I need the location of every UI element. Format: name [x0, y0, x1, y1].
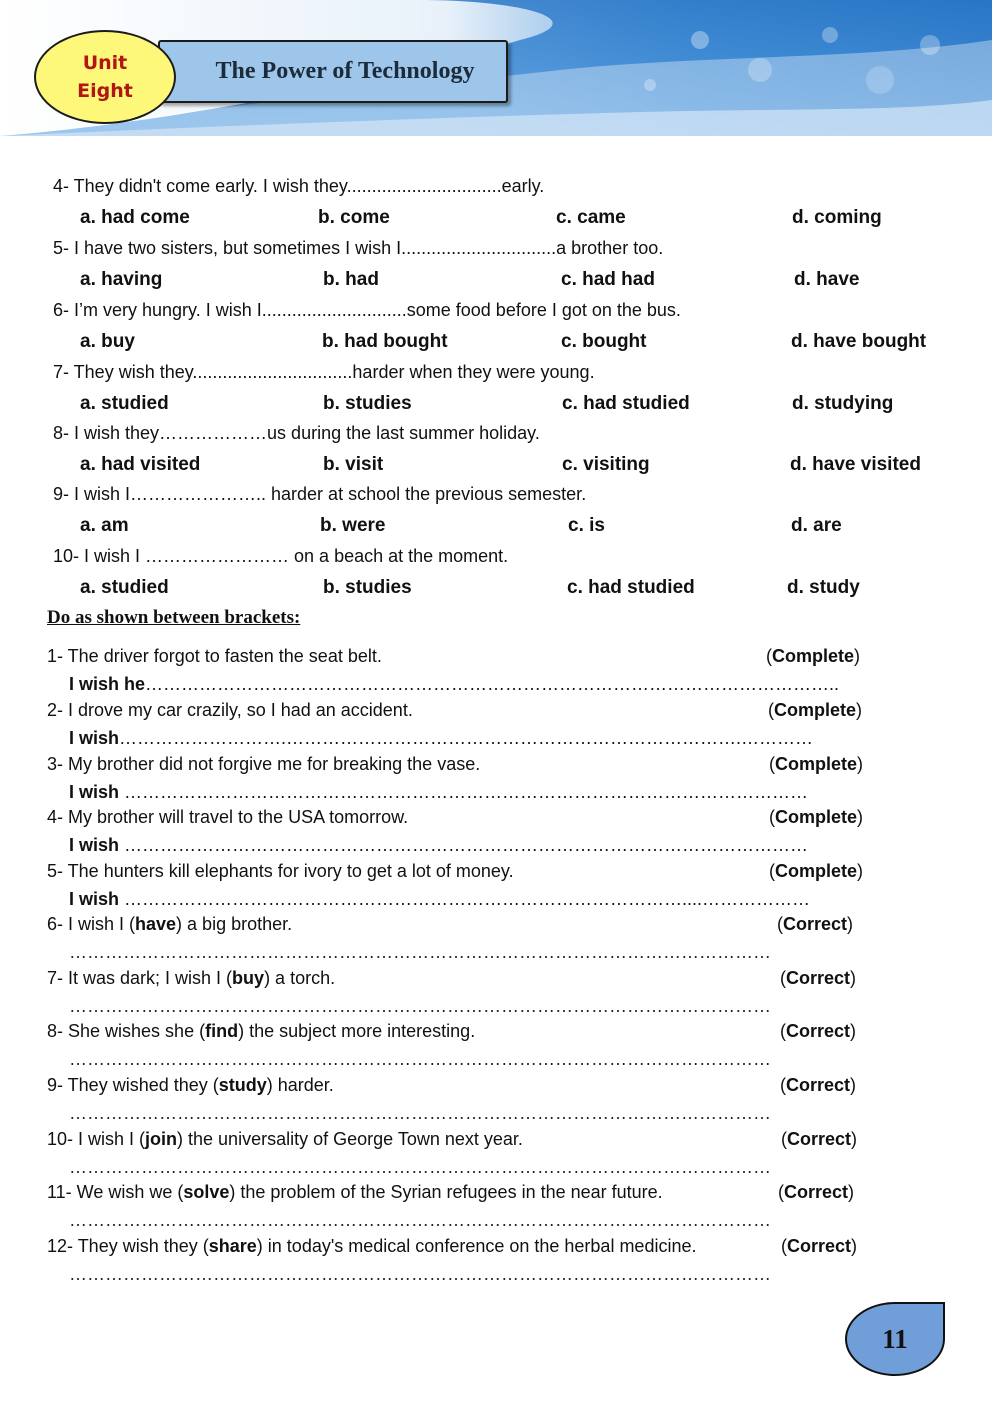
- exercise-sentence: [47, 807, 408, 828]
- instruction-tag: (Complete): [769, 861, 864, 881]
- exercise-sentence: [47, 1075, 334, 1096]
- verb-word: find: [205, 1021, 239, 1041]
- instruction-word: Complete: [772, 646, 855, 666]
- mcq-option: c. had had: [561, 269, 655, 290]
- unit-title-box: [158, 40, 508, 103]
- mcq-option: a. buy: [80, 331, 135, 352]
- answer-line[interactable]: ………………………………………………………………………………………………………: [69, 1264, 771, 1284]
- mcq-option: c. had studied: [567, 577, 695, 598]
- mcq-option: d. are: [791, 515, 842, 536]
- page-number: 11: [845, 1302, 945, 1376]
- answer-dots: ……………………………………………………………………………………………………..: [145, 674, 840, 694]
- answer-line[interactable]: ………………………………………………………………………………………………………: [69, 1049, 771, 1069]
- mcq-option: d. have visited: [790, 454, 921, 475]
- instruction-tag: (Correct): [778, 1182, 855, 1202]
- mcq-question: 4- They didn't come early. I wish they...............................early.: [53, 176, 545, 196]
- mcq-option: a. had visited: [80, 454, 201, 475]
- mcq-option: c. had studied: [562, 393, 690, 414]
- mcq-option: a. am: [80, 515, 129, 536]
- instruction-word: Correct: [784, 1182, 849, 1202]
- verb-word: join: [145, 1129, 178, 1149]
- instruction-word: Correct: [786, 1075, 851, 1095]
- verb-word: share: [208, 1236, 257, 1256]
- exercise-text: ) the subject more interesting.: [238, 1021, 476, 1041]
- exercise-text: ) the universality of George Town next year.: [177, 1129, 523, 1149]
- exercise-text: 9- They wished they (: [47, 1075, 219, 1095]
- mcq-option: d. have bought: [791, 331, 927, 352]
- exercise-sentence: [47, 646, 382, 667]
- section-heading: Do as shown between brackets:: [47, 607, 301, 628]
- answer-line[interactable]: ………………………………………………………………………………………………………: [69, 1157, 771, 1177]
- mcq-option: c. is: [568, 515, 605, 536]
- instruction-tag: (Correct): [781, 1236, 858, 1256]
- exercise-text: 6- I wish I (: [47, 914, 136, 934]
- mcq-question: 9- I wish I………………….. harder at school the previous semester.: [53, 484, 587, 504]
- mcq-option: d. coming: [792, 207, 882, 228]
- answer-line[interactable]: [69, 835, 808, 856]
- mcq-option: d. have: [794, 269, 860, 290]
- answer-start: I wish he: [69, 674, 146, 694]
- mcq-option: a. had come: [80, 207, 190, 228]
- instruction-word: Correct: [787, 1129, 852, 1149]
- mcq-option: b. visit: [323, 454, 384, 475]
- answer-line[interactable]: ………………………………………………………………………………………………………: [69, 1210, 771, 1230]
- answer-dots: ……………………………………………………………………………………………………: [119, 782, 809, 802]
- mcq-option: b. come: [318, 207, 390, 228]
- unit-title: The Power of Technology: [215, 58, 475, 84]
- instruction-tag: (Correct): [777, 914, 854, 934]
- answer-line[interactable]: [69, 889, 810, 910]
- instruction-word: Correct: [783, 914, 848, 934]
- instruction-word: Correct: [787, 1236, 852, 1256]
- instruction-word: Complete: [775, 861, 858, 881]
- answer-line[interactable]: [69, 782, 808, 803]
- answer-start: I wish: [69, 728, 120, 748]
- exercise-text: 4- My brother will travel to the USA tomorrow.: [47, 807, 409, 827]
- mcq-question: 6- I’m very hungry. I wish I.............................some food before I got on the bus.: [53, 300, 681, 320]
- mcq-option: d. study: [787, 577, 860, 598]
- instruction-tag: (Correct): [780, 968, 857, 988]
- answer-dots: …………………………………………………………………………………....………………: [119, 889, 811, 909]
- instruction-tag: (Complete): [768, 700, 863, 720]
- answer-line[interactable]: ………………………………………………………………………………………………………: [69, 996, 771, 1016]
- exercise-sentence: [47, 700, 413, 721]
- mcq-option: b. studies: [323, 577, 412, 598]
- exercise-sentence: [47, 861, 514, 882]
- instruction-tag: (Complete): [766, 646, 861, 666]
- exercise-text: ) a torch.: [264, 968, 336, 988]
- mcq-option: b. studies: [323, 393, 412, 414]
- instruction-word: Complete: [775, 807, 858, 827]
- mcq-option: c. bought: [561, 331, 647, 352]
- exercise-sentence: [47, 754, 480, 775]
- mcq-question: 10- I wish I …………………… on a beach at the moment.: [53, 546, 509, 566]
- answer-line[interactable]: ………………………………………………………………………………………………………: [69, 942, 771, 962]
- exercise-text: 7- It was dark; I wish I (: [47, 968, 233, 988]
- answer-start: I wish: [69, 782, 120, 802]
- answer-start: I wish: [69, 889, 120, 909]
- instruction-word: Complete: [775, 754, 858, 774]
- answer-line[interactable]: [69, 728, 813, 749]
- instruction-tag: (Complete): [769, 754, 864, 774]
- instruction-word: Correct: [786, 1021, 851, 1041]
- exercise-sentence: [47, 1182, 663, 1203]
- answer-line[interactable]: ………………………………………………………………………………………………………: [69, 1103, 771, 1123]
- exercise-sentence: [47, 1129, 523, 1150]
- exercise-text: ) the problem of the Syrian refugees in the near future.: [229, 1182, 663, 1202]
- mcq-option: c. came: [556, 207, 626, 228]
- unit-label: Unit: [82, 52, 128, 74]
- instruction-word: Complete: [774, 700, 857, 720]
- mcq-option: d. studying: [792, 393, 894, 414]
- exercise-text: ) harder.: [266, 1075, 334, 1095]
- instruction-word: Correct: [786, 968, 851, 988]
- unit-number: Eight: [77, 80, 133, 102]
- exercise-text: 12- They wish they (: [47, 1236, 209, 1256]
- exercise-sentence: [47, 1021, 475, 1042]
- answer-dots: ……………………………………………………………………………………………………: [119, 835, 809, 855]
- instruction-tag: (Complete): [769, 807, 864, 827]
- instruction-tag: (Correct): [781, 1129, 858, 1149]
- instruction-tag: (Correct): [780, 1021, 857, 1041]
- unit-badge: [34, 30, 176, 124]
- exercise-text: 2- I drove my car crazily, so I had an accident.: [47, 700, 413, 720]
- exercise-text: 10- I wish I (: [47, 1129, 146, 1149]
- exercise-text: 1- The driver forgot to fasten the seat belt.: [47, 646, 382, 666]
- mcq-option: a. studied: [80, 393, 169, 414]
- verb-word: study: [218, 1075, 267, 1095]
- answer-line[interactable]: [69, 674, 839, 695]
- answer-dots: ……………………….………………………………………………………………….…………: [119, 728, 814, 748]
- exercise-text: ) in today's medical conference on the herbal medicine.: [256, 1236, 697, 1256]
- exercise-sentence: [47, 914, 292, 935]
- exercise-text: 3- My brother did not forgive me for breaking the vase.: [47, 754, 481, 774]
- mcq-option: b. were: [320, 515, 386, 536]
- answer-start: I wish: [69, 835, 120, 855]
- mcq-question: 7- They wish they................................harder when they were young.: [53, 362, 595, 382]
- mcq-option: b. had bought: [322, 331, 448, 352]
- exercise-text: 11- We wish we (: [47, 1182, 184, 1202]
- mcq-option: b. had: [323, 269, 379, 290]
- verb-word: have: [135, 914, 177, 934]
- exercise-sentence: [47, 1236, 696, 1257]
- exercise-text: 5- The hunters kill elephants for ivory to get a lot of money.: [47, 861, 514, 881]
- exercise-text: 8- She wishes she (: [47, 1021, 206, 1041]
- mcq-question: 8- I wish they………………us during the last summer holiday.: [53, 423, 540, 443]
- mcq-option: c. visiting: [562, 454, 650, 475]
- mcq-option: a. having: [80, 269, 163, 290]
- exercise-text: ) a big brother.: [176, 914, 293, 934]
- exercise-sentence: [47, 968, 335, 989]
- instruction-tag: (Correct): [780, 1075, 857, 1095]
- mcq-option: a. studied: [80, 577, 169, 598]
- verb-word: solve: [183, 1182, 230, 1202]
- verb-word: buy: [232, 968, 265, 988]
- mcq-question: 5- I have two sisters, but sometimes I wish I...............................a brother too.: [53, 238, 664, 258]
